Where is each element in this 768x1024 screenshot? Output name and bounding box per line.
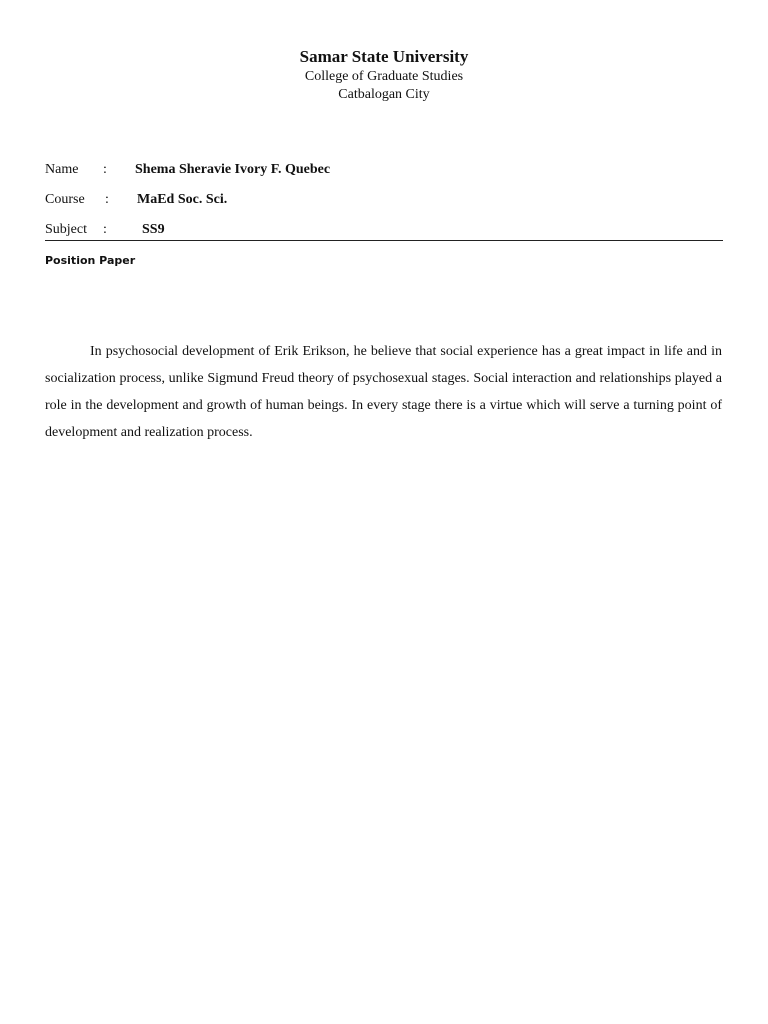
course-label: Course [45, 192, 85, 207]
name-label: Name [45, 162, 79, 177]
college-name: College of Graduate Studies [304, 69, 464, 84]
university-name: Samar State University [299, 47, 469, 66]
name-value: Shema Sheravie Ivory F. Quebec [135, 162, 331, 177]
subject-colon: : [103, 222, 107, 237]
document-header [0, 46, 768, 104]
body-paragraph: In psychosocial development of Erik Erikson, he believe that social experience has a great impact in life and in socialization process, unlike Sigmund Freud theory of psychosexual stages. Social interaction and relationships played a role in the development and growth of human beings. In every stage there is a virtue which will serve a turning point of development and realization process. [45, 344, 722, 440]
header-divider [45, 240, 723, 241]
subject-value: SS9 [142, 222, 165, 237]
name-colon: : [103, 162, 107, 177]
course-value: MaEd Soc. Sci. [137, 192, 228, 207]
subject-label: Subject [45, 222, 87, 237]
section-title: Position Paper [45, 254, 136, 267]
city-name: Catbalogan City [338, 87, 430, 102]
course-colon: : [105, 192, 109, 207]
